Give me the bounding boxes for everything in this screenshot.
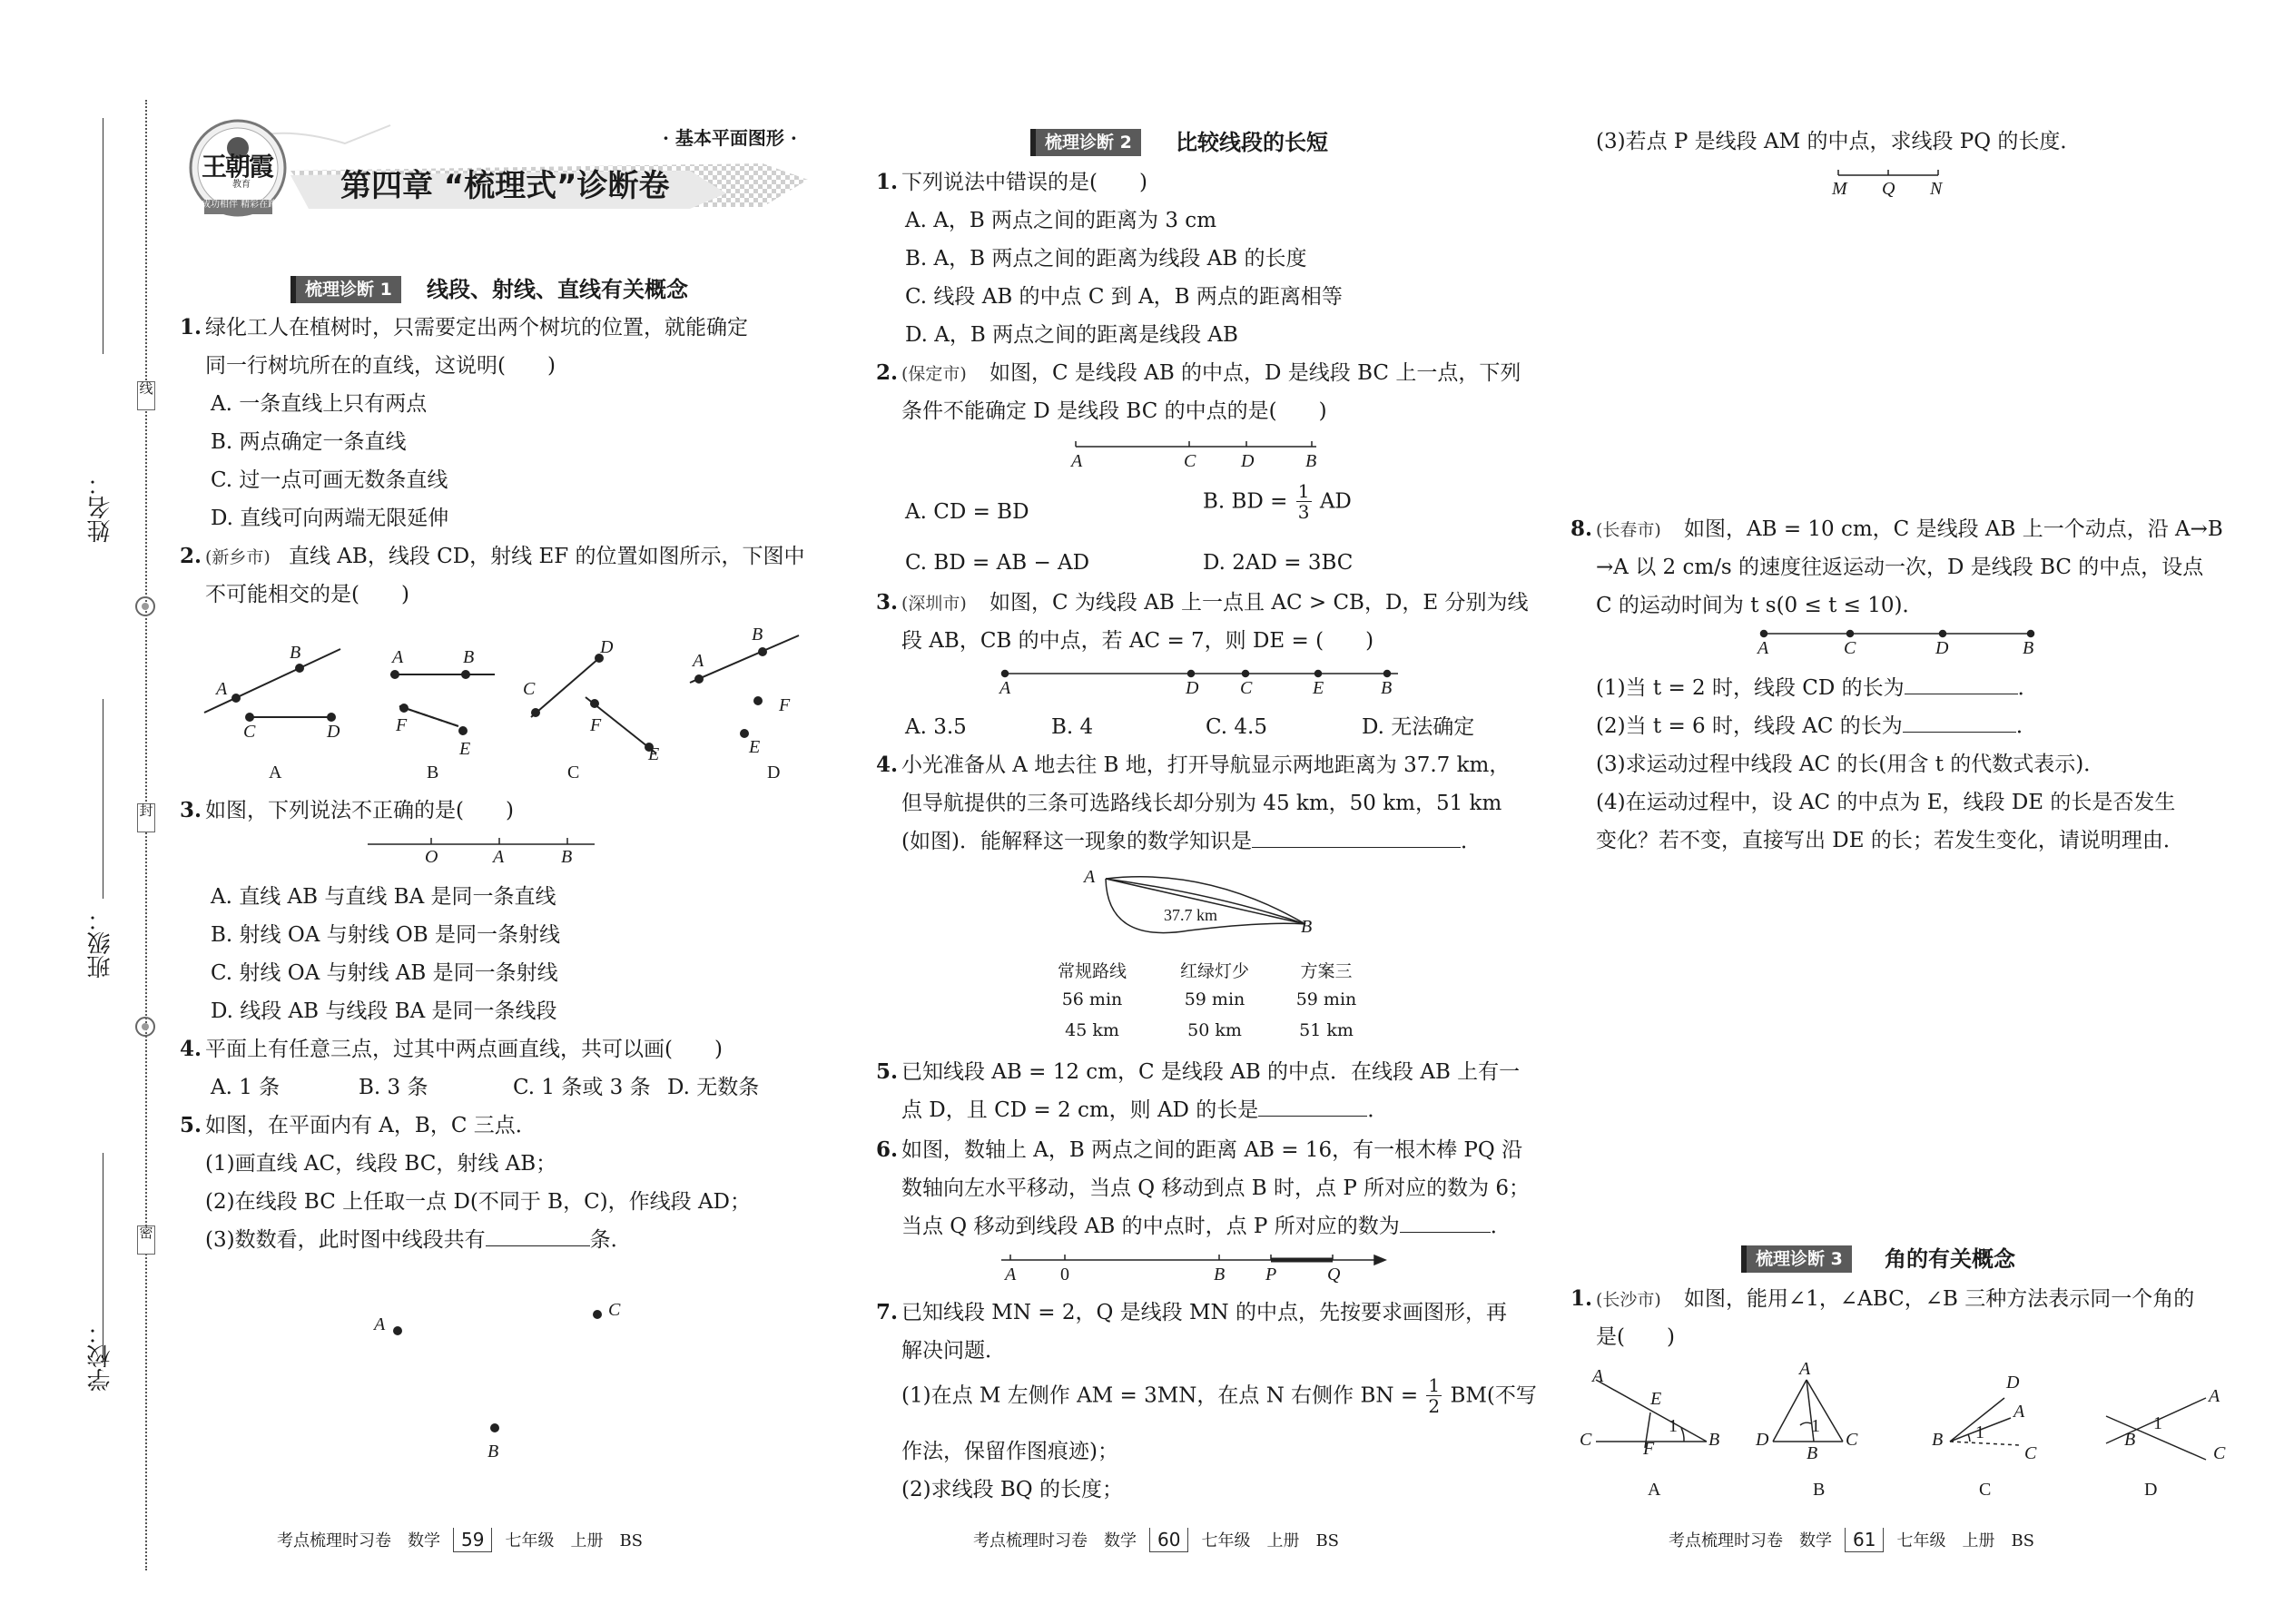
q-number: 1. <box>180 315 202 340</box>
q-text-part: 点 D，且 CD = 2 cm，则 AD 的长是 <box>901 1098 1259 1122</box>
fig-label: F <box>779 695 791 715</box>
fig-caption: A <box>1648 1480 1661 1500</box>
q-text: 小光准备从 A 地去往 B 地，打开导航显示两地距离为 37.7 km， <box>901 753 1511 777</box>
q-text: 已知线段 MN = 2，Q 是线段 MN 的中点，先按要求画图形，再 <box>901 1301 1507 1324</box>
fig-caption: A <box>269 763 282 782</box>
option-b: B. 射线 OA 与射线 OB 是同一条射线 <box>211 923 560 947</box>
option-b-text: B. BD = <box>1203 489 1288 514</box>
section3-header <box>1741 1244 2104 1276</box>
topic-label: · 基本平面图形 · <box>663 127 797 149</box>
q-sub: 变化？若不变，直接写出 DE 的长；若发生变化，请说明理由． <box>1596 829 2184 852</box>
q-text: →A 以 2 cm/s 的速度往返运动一次，D 是线段 BC 的中点，设点 <box>1596 556 2204 579</box>
q-number: 2. <box>180 544 202 568</box>
angle-label: B <box>2124 1430 2136 1450</box>
q-sub: (2)在线段 BC 上任取一点 D(不同于 B，C)，作线段 AD； <box>205 1190 751 1214</box>
point-label: B <box>487 1442 499 1462</box>
axis-label: A <box>1071 451 1083 471</box>
q-text-part: ． <box>1490 1215 1511 1238</box>
fig-caption: D <box>767 763 781 782</box>
q-sub-text: 条． <box>589 1228 632 1252</box>
logo-motto: 成功相伴 精彩在路 <box>202 200 278 210</box>
angle-label: B <box>1708 1430 1720 1450</box>
fig-label: E <box>459 739 471 759</box>
q-number: 3. <box>180 798 202 822</box>
q-text: 不可能相交的是( ) <box>205 583 409 606</box>
q-sub-text: ． <box>2015 714 2037 738</box>
fig-label: C <box>243 722 256 742</box>
binding-dotted-line <box>145 100 147 1570</box>
option-d: D. 直线可向两端无限延伸 <box>211 507 449 530</box>
q-text: 平面上有任意三点，过其中两点画直线，共可以画( ) <box>205 1038 723 1061</box>
section1-title: 线段、射线、直线有关概念 <box>427 277 688 302</box>
footer-book: 考点梳理时习卷 数学 <box>277 1531 440 1550</box>
section2-tag: 梳理诊断 2 <box>1030 129 1141 156</box>
city-tag: (长春市) <box>1596 520 1661 540</box>
fig-label: D <box>327 722 340 742</box>
axis-label: D <box>1935 638 1949 658</box>
q-text: 绿化工人在植树时，只需要定出两个树坑的位置，就能确定 <box>205 316 748 340</box>
q-text: 已知线段 AB = 12 cm，C 是线段 AB 的中点．在线段 AB 上有一 <box>901 1060 1521 1084</box>
fig-label: C <box>523 679 536 699</box>
logo-sub: 教育 <box>232 180 251 190</box>
q-sub: 作法，保留作图痕迹)； <box>901 1440 1118 1463</box>
s2q8-segment <box>1757 626 2038 641</box>
fig-label: E <box>749 737 761 757</box>
axis-label: Q <box>1327 1265 1341 1284</box>
q-text-part: (如图)．能解释这一现象的数学知识是 <box>901 830 1252 853</box>
footer-grade: 七年级 上册 BS <box>505 1531 644 1550</box>
angle-label: C <box>2024 1443 2037 1463</box>
section1-tag: 梳理诊断 1 <box>290 276 401 303</box>
fraction-denominator: 3 <box>1297 501 1310 523</box>
q-number: 8. <box>1570 517 1593 541</box>
q-text: 如图，在平面内有 A，B，C 三点． <box>205 1114 537 1137</box>
q-number: 2. <box>876 360 899 385</box>
axis-label: M <box>1832 179 1847 199</box>
page-footer-61 <box>1669 1528 2034 1553</box>
route-name: 方案三 <box>1300 961 1353 981</box>
q-number: 3. <box>876 590 899 615</box>
answer-blank[interactable] <box>1252 829 1461 848</box>
q-sub: (3)若点 P 是线段 AM 的中点，求线段 PQ 的长度． <box>1596 130 2082 153</box>
axis-label: E <box>1313 678 1324 698</box>
option-b: B. 4 <box>1051 715 1094 739</box>
q-sub-text: (2)当 t = 6 时，线段 AC 的长为 <box>1596 714 1903 738</box>
option-a: A. 1 条 <box>211 1076 281 1099</box>
fig-label: B <box>752 625 763 645</box>
route-time: 59 min <box>1295 989 1357 1009</box>
q-text: 如图，能用∠1，∠ABC，∠B 三种方法表示同一个角的 <box>1684 1287 2195 1311</box>
q-text-part: ． <box>1367 1098 1389 1122</box>
angle-label: D <box>2006 1373 2020 1393</box>
option-d: D. 线段 AB 与线段 BA 是同一条线段 <box>211 999 557 1023</box>
route-dist: 51 km <box>1299 1020 1354 1040</box>
route-dist: 50 km <box>1187 1020 1242 1040</box>
q-text: 如图，C 为线段 AB 上一点且 AC > CB，D，E 分别为线 <box>989 591 1529 615</box>
section2-title: 比较线段的长短 <box>1176 130 1328 155</box>
footer-grade: 七年级 上册 BS <box>1896 1531 2035 1550</box>
angle-label: A <box>1592 1366 1604 1386</box>
angle-label: F <box>1643 1439 1655 1459</box>
fig-caption: C <box>567 763 580 782</box>
route-name: 常规路线 <box>1057 961 1127 981</box>
q-sub-text: (1)当 t = 2 时，线段 CD 的长为 <box>1596 676 1905 700</box>
angle-label: 1 <box>2153 1413 2162 1433</box>
option-a: A. CD = BD <box>905 500 1029 524</box>
q-number: 1. <box>1570 1286 1593 1311</box>
q-number: 7. <box>876 1300 899 1324</box>
axis-label: B <box>561 847 573 867</box>
answer-blank[interactable] <box>486 1227 590 1246</box>
class-label: 班级： <box>87 908 114 979</box>
q-text: 如图，C 是线段 AB 的中点，D 是线段 BC 上一点，下列 <box>989 361 1521 385</box>
q-text: 但导航提供的三条可选路线长却分别为 45 km，50 km，51 km <box>901 792 1502 815</box>
s2q2-axis <box>1071 438 1325 456</box>
section3-tag: 梳理诊断 3 <box>1741 1245 1852 1273</box>
angle-label: A <box>1799 1359 1811 1379</box>
axis-label: B <box>1381 678 1393 698</box>
chapter-title: 第四章 “梳理式”诊断卷 <box>340 168 670 204</box>
answer-blank[interactable] <box>1400 1214 1491 1233</box>
q-text: 下列说法中错误的是( ) <box>901 171 1147 194</box>
q-sub <box>1596 674 2039 703</box>
q-text: 数轴向左水平移动，当点 Q 移动到点 B 时，点 P 所对应的数为 6； <box>901 1176 1531 1200</box>
angle-label: 1 <box>1811 1416 1820 1436</box>
option-d: D. A，B 两点之间的距离是线段 AB <box>905 323 1238 347</box>
angle-label: C <box>2213 1443 2226 1463</box>
angle-label: B <box>1807 1443 1818 1463</box>
axis-label: 0 <box>1060 1265 1069 1284</box>
q-sub: (4)在运动过程中，设 AC 的中点为 E，线段 DE 的长是否发生 <box>1596 791 2176 814</box>
option-c: C. 4.5 <box>1206 715 1267 739</box>
q-text: 同一行树坑所在的直线，这说明( ) <box>205 354 556 378</box>
axis-label: B <box>1214 1265 1226 1284</box>
axis-label: D <box>1241 451 1255 471</box>
option-a: A. 直线 AB 与直线 BA 是同一条直线 <box>211 885 556 909</box>
option-d: D. 无法确定 <box>1362 715 1475 739</box>
axis-label: C <box>1844 638 1856 658</box>
angle-label: A <box>2013 1402 2025 1422</box>
option-a: A. 3.5 <box>905 715 967 739</box>
page-number: 59 <box>453 1528 492 1552</box>
axis-label: B <box>1305 451 1317 471</box>
fig-label: A <box>392 647 404 667</box>
q-number: 6. <box>876 1137 899 1162</box>
map-point-a: A <box>1084 867 1096 887</box>
fig-label: B <box>290 643 301 663</box>
q-sub-text: ． <box>2017 676 2039 700</box>
fig-caption: B <box>427 763 439 782</box>
section1-header <box>290 274 744 307</box>
q-sub: (3)求运动过程中线段 AC 的长(用含 t 的代数式表示)． <box>1596 753 2105 776</box>
option-a: A. 一条直线上只有两点 <box>211 392 428 416</box>
fraction-denominator: 2 <box>1428 1395 1441 1417</box>
seal-char-seal: 封 <box>137 803 155 832</box>
section2-header <box>1030 127 1393 160</box>
angle-label: E <box>1650 1389 1662 1409</box>
footer-grade: 七年级 上册 BS <box>1201 1531 1340 1550</box>
axis-label: Q <box>1882 179 1895 199</box>
option-c: C. 过一点可画无数条直线 <box>211 468 448 492</box>
angle-label: D <box>1756 1430 1769 1450</box>
route-name: 红绿灯少 <box>1179 961 1249 981</box>
s2q3-axis <box>999 666 1407 681</box>
angle-label: A <box>2209 1386 2220 1406</box>
footer-book: 考点梳理时习卷 数学 <box>1669 1531 1832 1550</box>
fraction-numerator: 1 <box>1428 1374 1441 1396</box>
q-number: 5. <box>180 1113 202 1137</box>
fig-caption: D <box>2144 1480 2158 1500</box>
footer-book: 考点梳理时习卷 数学 <box>973 1531 1137 1550</box>
binding-hole-icon <box>133 595 157 618</box>
option-b-text: AD <box>1319 489 1352 514</box>
axis-label: C <box>1184 451 1196 471</box>
angle-label: B <box>1932 1430 1944 1450</box>
angle-label: C <box>1580 1430 1592 1450</box>
q-number: 1. <box>876 170 899 194</box>
option-a: A. A，B 两点之间的距离为 3 cm <box>905 209 1217 232</box>
option-b: B. 两点确定一条直线 <box>211 430 407 454</box>
axis-label: B <box>2023 638 2034 658</box>
q-sub-text: BM(不写 <box>1450 1383 1537 1408</box>
q-text <box>901 1096 1388 1125</box>
name-label: 姓名： <box>87 472 114 543</box>
option-b: B. A，B 两点之间的距离为线段 AB 的长度 <box>905 247 1307 271</box>
fig-label: F <box>590 715 602 735</box>
axis-label: A <box>493 847 505 867</box>
axis-label: D <box>1186 678 1199 698</box>
q-text: 条件不能确定 D 是线段 BC 的中点的是( ) <box>901 399 1327 423</box>
q-number: 4. <box>180 1037 202 1061</box>
q-sub-text: (1)在点 M 左侧作 AM = 3MN，在点 N 右侧作 BN = <box>901 1383 1419 1408</box>
city-tag: (深圳市) <box>901 594 967 614</box>
angle-label: 1 <box>1669 1416 1678 1436</box>
q-text: C 的运动时间为 t s(0 ≤ t ≤ 10)． <box>1596 594 1924 617</box>
q-text: 解决问题． <box>901 1339 1006 1363</box>
q-sub: (1)画直线 AC，线段 BC，射线 AB； <box>205 1152 557 1176</box>
binding-hole-icon <box>133 1015 157 1038</box>
city-tag: (保定市) <box>901 364 967 384</box>
fig-label: A <box>693 651 704 671</box>
q-text: 段 AB，CB 的中点，若 AC = 7，则 DE = ( ) <box>901 629 1374 653</box>
page-number: 61 <box>1845 1528 1884 1552</box>
axis-label: P <box>1265 1265 1277 1284</box>
q-text <box>901 827 1482 856</box>
angle-label: C <box>1846 1430 1858 1450</box>
option-b: B. 3 条 <box>359 1076 428 1099</box>
q-text: 如图，下列说法不正确的是( ) <box>205 799 514 822</box>
route-time: 59 min <box>1184 989 1245 1009</box>
fig-label: B <box>463 647 475 667</box>
fig-label: A <box>216 679 228 699</box>
logo-text: 王朝霞 <box>202 152 273 182</box>
s1q5-points <box>381 1298 617 1443</box>
option-c: C. 1 条或 3 条 <box>513 1076 651 1099</box>
point-label: A <box>374 1314 386 1334</box>
option-c: C. 线段 AB 的中点 C 到 A，B 两点的距离相等 <box>905 285 1343 309</box>
answer-blank[interactable] <box>1905 675 2018 694</box>
page-number: 60 <box>1149 1528 1188 1552</box>
fig-label: F <box>396 715 408 735</box>
option-c: C. BD = AB − AD <box>905 551 1090 575</box>
axis-label: A <box>999 678 1011 698</box>
angle-label: 1 <box>1975 1422 1984 1442</box>
s1q2-figures <box>195 617 831 772</box>
q-sub <box>1596 712 2037 741</box>
city-tag: (长沙市) <box>1596 1290 1661 1310</box>
map-point-b: B <box>1301 917 1313 937</box>
q-text: 如图，AB = 10 cm，C 是线段 AB 上一个动点，沿 A→B <box>1684 517 2223 541</box>
school-label: 学校： <box>87 1321 114 1392</box>
answer-blank[interactable] <box>1903 714 2016 733</box>
fig-caption: C <box>1979 1480 1992 1500</box>
option-d: D. 2AD = 3BC <box>1203 551 1354 575</box>
option-b <box>1203 481 1352 522</box>
fig-label: D <box>600 637 614 657</box>
axis-label: A <box>1005 1265 1017 1284</box>
option-d: D. 无数条 <box>667 1076 760 1099</box>
axis-label: N <box>1930 179 1943 199</box>
q-number: 5. <box>876 1059 899 1084</box>
axis-label: A <box>1757 638 1769 658</box>
axis-label: C <box>1240 678 1253 698</box>
option-c: C. 射线 OA 与射线 AB 是同一条射线 <box>211 961 558 985</box>
map-distance: 37.7 km <box>1164 906 1218 924</box>
seal-char-secret: 密 <box>137 1225 155 1255</box>
page-footer-59 <box>277 1528 643 1553</box>
q-text-part: ． <box>1460 830 1482 853</box>
seal-char-line: 线 <box>137 381 155 410</box>
q-sub-text: (3)数数看，此时图中线段共有 <box>205 1228 486 1252</box>
route-time: 56 min <box>1061 989 1123 1009</box>
route-dist: 45 km <box>1065 1020 1119 1040</box>
q-sub <box>205 1225 632 1255</box>
q-text: 是( ) <box>1596 1325 1675 1349</box>
q-text: 如图，数轴上 A，B 两点之间的距离 AB = 16，有一根木棒 PQ 沿 <box>901 1138 1523 1162</box>
q-number: 4. <box>876 753 899 777</box>
fraction-numerator: 1 <box>1297 480 1310 502</box>
section3-title: 角的有关概念 <box>1885 1246 2015 1272</box>
fig-caption: B <box>1813 1480 1826 1500</box>
q-sub: (2)求线段 BQ 的长度； <box>901 1478 1123 1501</box>
q-text-part: 当点 Q 移动到线段 AB 的中点时，点 P 所对应的数为 <box>901 1215 1400 1238</box>
fig-label: E <box>648 744 660 764</box>
answer-blank[interactable] <box>1258 1097 1367 1117</box>
axis-label: O <box>425 847 438 867</box>
q-text: 直线 AB，线段 CD，射线 EF 的位置如图所示，下图中 <box>289 545 805 568</box>
q-sub <box>901 1375 1537 1416</box>
city-tag: (新乡市) <box>205 547 271 567</box>
q-text <box>901 1212 1511 1241</box>
point-label: C <box>608 1300 621 1320</box>
page-footer-60 <box>973 1528 1339 1553</box>
